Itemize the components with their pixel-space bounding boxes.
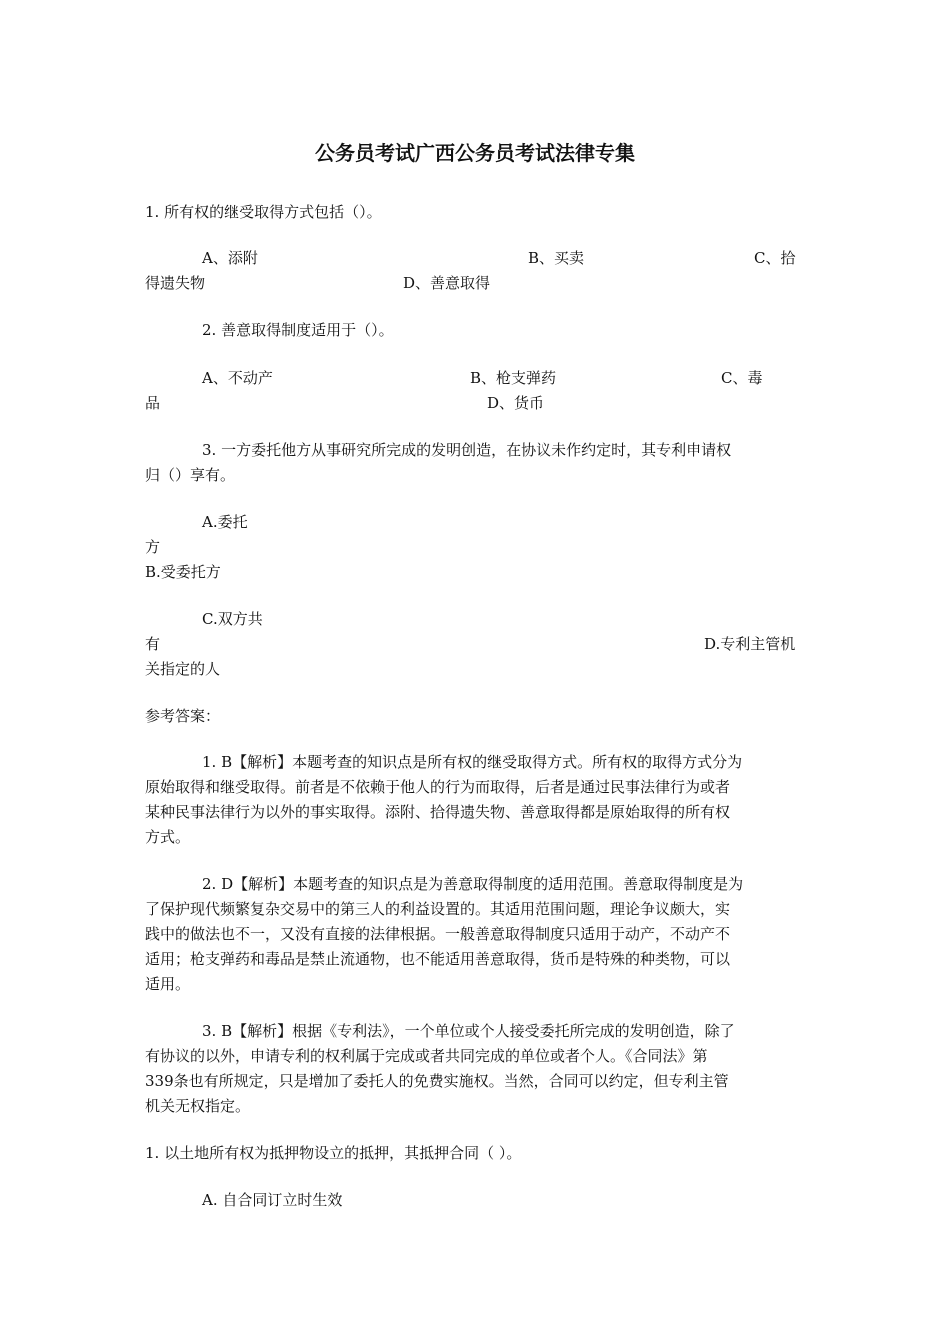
answer-3-line2: 有协议的以外，申请专利的权利属于完成或者共同完成的单位或者个人。《合同法》第 (145, 1047, 708, 1065)
question-2-option-c-cont: 品 (145, 394, 161, 412)
answer-2-line4: 适用；枪支弹药和毒品是禁止流通物，也不能适用善意取得，货币是特殊的种类物，可以 (145, 950, 731, 968)
question-3-option-d-cont: 关指定的人 (145, 660, 221, 678)
answer-2-line2: 了保护现代频繁复杂交易中的第三人的利益设置的。其适用范围问题，理论争议颇大，实 (145, 900, 731, 918)
answer-3-line3: 339条也有所规定，只是增加了委托人的免费实施权。当然，合同可以约定，但专利主管 (145, 1072, 729, 1090)
question-1-text: 1. 所有权的继受取得方式包括（）。 (145, 203, 382, 221)
question-1-option-c: C、拾 (754, 249, 796, 267)
answer-1-line4: 方式。 (145, 828, 191, 846)
question-2-option-d: D、货币 (487, 394, 545, 412)
answer-1-line3: 某种民事法律行为以外的事实取得。添附、拾得遗失物、善意取得都是原始取得的所有权 (145, 803, 731, 821)
answer-2-line3: 践中的做法也不一，又没有直接的法律根据。一般善意取得制度只适用于动产，不动产不 (145, 925, 731, 943)
question-3-option-a-cont: 方 (145, 538, 161, 556)
question-1-option-c-cont: 得遗失物 (145, 274, 206, 292)
answers-heading: 参考答案： (145, 707, 221, 725)
answer-3-line4: 机关无权指定。 (145, 1097, 251, 1115)
question-4-option-a: A. 自合同订立时生效 (202, 1191, 343, 1209)
question-3-option-d: D.专利主管机 (704, 635, 796, 653)
question-1-option-a: A、添附 (202, 249, 258, 267)
question-2-option-a: A、不动产 (202, 369, 273, 387)
question-1-option-b: B、买卖 (528, 249, 585, 267)
answer-2-line5: 适用。 (145, 975, 191, 993)
question-2-option-b: B、枪支弹药 (470, 369, 557, 387)
question-3-text-line2: 归（）享有。 (145, 466, 236, 484)
answer-2-line1: 2. D【解析】本题考查的知识点是为善意取得制度的适用范围。善意取得制度是为 (202, 875, 744, 893)
question-3-option-b: B.受委托方 (145, 563, 221, 581)
question-3-option-c-cont: 有 (145, 635, 161, 653)
answer-3-line1: 3. B【解析】根据《专利法》，一个单位或个人接受委托所完成的发明创造，除了 (202, 1022, 735, 1040)
answer-1-line2: 原始取得和继受取得。前者是不依赖于他人的行为而取得，后者是通过民事法律行为或者 (145, 778, 731, 796)
question-3-option-c: C.双方共 (202, 610, 263, 628)
document-title: 公务员考试广西公务员考试法律专集 (315, 141, 635, 165)
question-4-text: 1. 以土地所有权为抵押物设立的抵押，其抵押合同（ ）。 (145, 1144, 522, 1162)
answer-1-line1: 1. B【解析】本题考查的知识点是所有权的继受取得方式。所有权的取得方式分为 (202, 753, 743, 771)
question-2-text: 2. 善意取得制度适用于（）。 (202, 321, 394, 339)
question-3-text-line1: 3. 一方委托他方从事研究所完成的发明创造，在协议未作约定时，其专利申请权 (202, 441, 732, 459)
question-1-option-d: D、善意取得 (403, 274, 491, 292)
question-2-option-c: C、毒 (721, 369, 763, 387)
question-3-option-a: A.委托 (202, 513, 248, 531)
